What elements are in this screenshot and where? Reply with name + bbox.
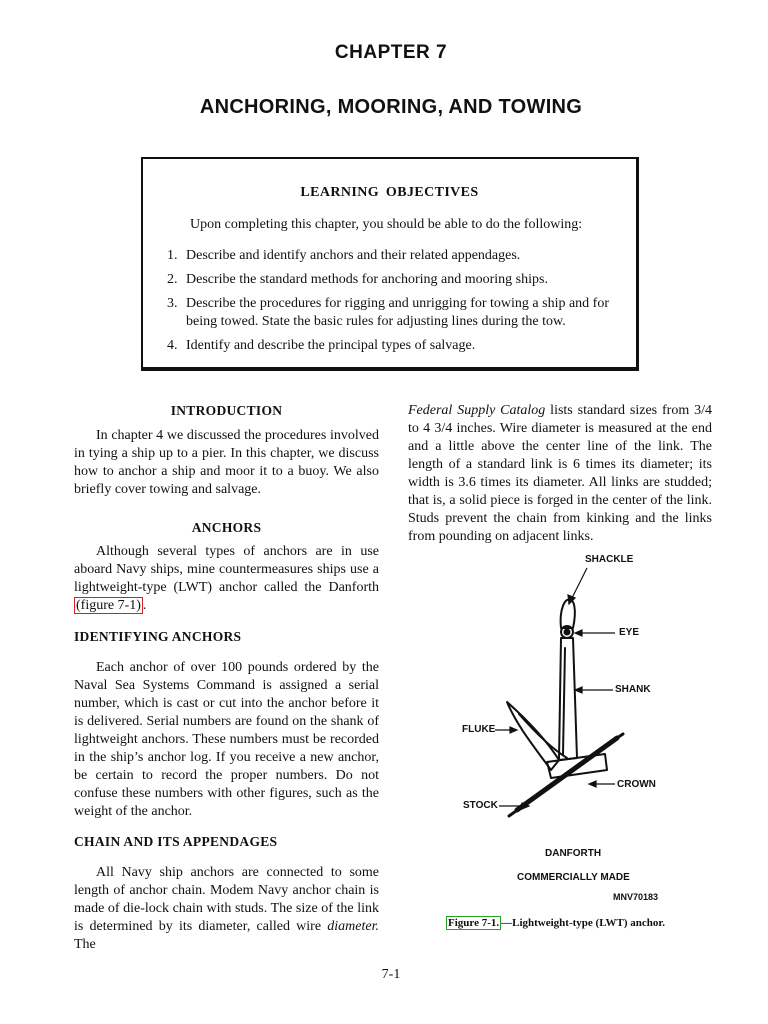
objective-number: 4. (167, 338, 178, 353)
catalog-title: Federal Supply Catalog (408, 403, 546, 418)
objective-text: Describe and identify anchors and their related appendages. (186, 248, 521, 263)
objective-item (167, 271, 637, 289)
figure-name: DANFORTH (545, 848, 602, 859)
chain-heading: CHAIN AND ITS APPENDAGES (74, 834, 278, 849)
learning-objectives-list (167, 247, 637, 361)
figure-code: MNV70183 (613, 892, 659, 902)
stock-part (517, 738, 617, 810)
learning-objectives-intro: Upon completing this chapter, you should be able to do the following: (190, 217, 583, 232)
left-fluke-part (507, 702, 559, 770)
objective-text: Identify and describe the principal types of salvage. (186, 338, 476, 353)
anchors-text: Although several types of anchors are in use aboard Navy ships, mine countermeasures ships use a lightweight-type (LWT) anchor called the Danforth (74, 544, 379, 595)
crown-label: CROWN (617, 779, 656, 790)
chain-paragraph (74, 864, 379, 954)
figure-7-1-ref[interactable]: Figure 7-1. (448, 917, 500, 929)
objective-number: 2. (167, 272, 178, 287)
page-number: 7-1 (381, 967, 401, 982)
figure-caption-text: —Lightweight-type (LWT) anchor. (501, 917, 666, 929)
objective-number: 1. (167, 248, 178, 263)
anchors-paragraph (74, 543, 379, 615)
objective-number: 3. (167, 296, 178, 311)
learning-objectives-box (141, 157, 639, 371)
catalog-text: lists standard sizes from 3/4 to 4 3/4 inches. Wire diameter is measured at the end and a little above the center line of the link. The length of a standard link is 6 times its diameter; its width is 3.6 times its diameter. All links are studded; that is, a solid piece is forged in the center of the link. Studs prevent the chain from kinking and the links from pounding on adjacent links. (408, 403, 712, 544)
anchors-period: . (142, 598, 147, 613)
introduction-paragraph: In chapter 4 we discussed the procedures involved in tying a ship up to a pier. In this chapter, we discuss how to anchor a ship and moor it to a buoy. We also briefly cover towing and salvage. (74, 428, 379, 497)
figure-caption (446, 917, 665, 929)
anchors-heading: ANCHORS (191, 520, 262, 535)
shackle-label: SHACKLE (585, 554, 634, 565)
stock-label: STOCK (463, 800, 498, 811)
chain-italic-term: diameter. (327, 919, 379, 934)
figure-7-1-link[interactable]: (figure 7-1) (76, 598, 141, 613)
chain-end: The (74, 937, 96, 952)
identifying-anchors-paragraph: Each anchor of over 100 pounds ordered by the Naval Sea Systems Command is assigned a serial number, which is cast or cut into the anchor before it is delivered. Serial numbers are found on the shank of lightweight anchors. These numbers must be recorded in the ship’s anchor log. If you receive a new anchor, be certain to record the proper numbers. Do not confuse these numbers with other figures, such as the weight of the anchor. (74, 660, 379, 819)
objective-text: Describe the standard methods for anchoring and mooring ships. (186, 272, 548, 287)
catalog-paragraph (408, 402, 712, 546)
objective-text: Describe the procedures for rigging and unrigging for towing a ship and for being towed. State the basic rules for adjusting lines during the tow. (186, 296, 609, 329)
shank-part (559, 638, 577, 760)
shackle-part (561, 600, 575, 628)
chapter-number: CHAPTER 7 (334, 42, 448, 63)
identifying-anchors-heading: IDENTIFYING ANCHORS (74, 629, 242, 644)
objective-item (167, 295, 637, 331)
introduction-heading: INTRODUCTION (170, 403, 283, 418)
chain-text: All Navy ship anchors are connected to some length of anchor chain. Modem Navy anchor chain is made of die-lock chain with studs. The size of the link is determined by its diameter, called wire (74, 865, 379, 934)
figure-subtitle: COMMERCIALLY MADE (517, 872, 630, 883)
objective-item (167, 247, 637, 265)
danforth-anchor-figure (455, 548, 675, 908)
shank-label: SHANK (615, 684, 651, 695)
fluke-label: FLUKE (462, 724, 496, 735)
chapter-title: ANCHORING, MOORING, AND TOWING (199, 96, 583, 118)
learning-objectives-heading: LEARNING OBJECTIVES (300, 185, 479, 200)
eye-label: EYE (619, 627, 640, 638)
objective-item (167, 337, 637, 355)
